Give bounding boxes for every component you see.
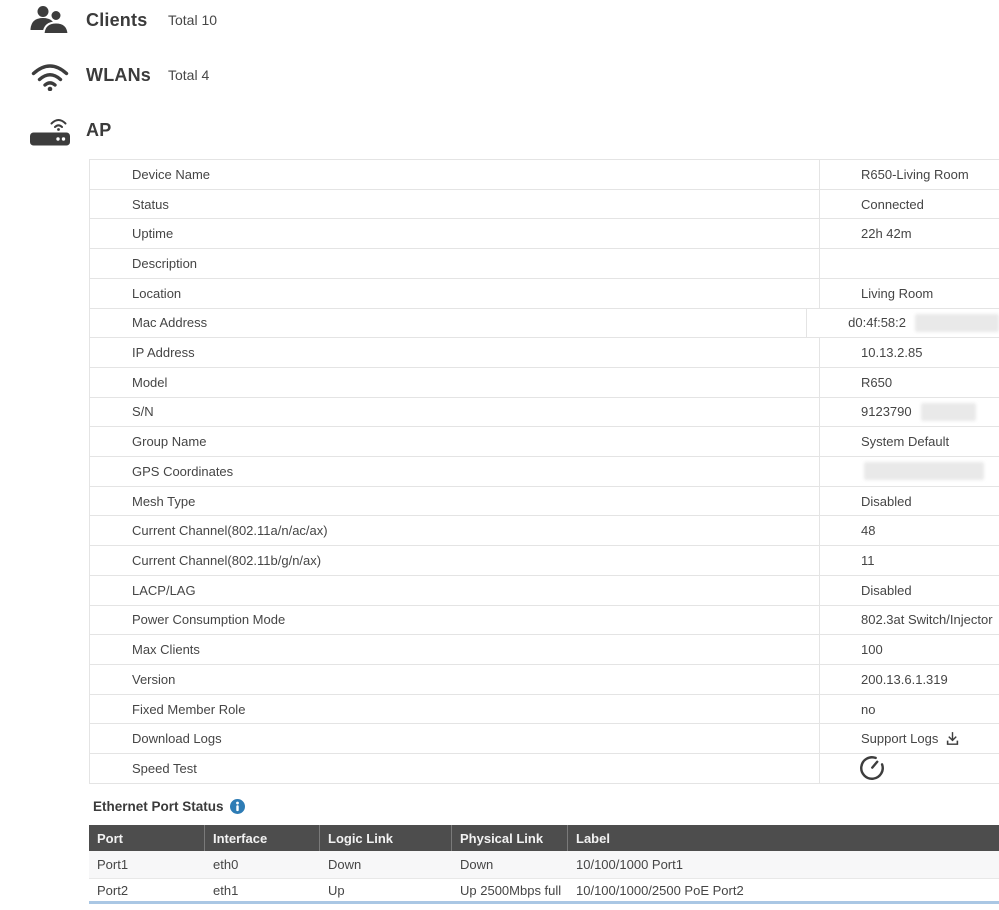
ap-detail-value: [820, 457, 999, 486]
ethernet-port-status-title: Ethernet Port Status: [93, 799, 224, 814]
ap-detail-value: [820, 190, 999, 219]
ap-detail-row: [90, 190, 999, 220]
ap-detail-row: [90, 606, 999, 636]
wlans-total: Total 4: [168, 67, 210, 83]
ap-detail-row: [90, 160, 999, 190]
ethernet-header-cell: Logic Link: [320, 825, 452, 851]
ap-detail-label: Model: [90, 368, 820, 397]
ethernet-cell-physical_link: Up 2500Mbps full: [460, 882, 562, 898]
ap-detail-value-text: 100: [861, 642, 883, 658]
ap-detail-label: GPS Coordinates: [90, 457, 820, 486]
wifi-icon: [28, 60, 72, 91]
ap-detail-row: [90, 279, 999, 309]
ap-detail-value-text: 802.3at Switch/Injector: [861, 612, 993, 628]
ap-detail-label: Mac Address: [90, 309, 807, 338]
ap-detail-value: [820, 606, 999, 635]
ap-detail-row: [90, 427, 999, 457]
ap-detail-value: [820, 546, 999, 575]
ethernet-cell-interface: eth0: [213, 857, 239, 872]
ap-detail-value-text: Disabled: [861, 493, 912, 509]
ap-detail-value: [820, 427, 999, 456]
ap-title: AP: [86, 119, 112, 140]
ap-detail-value: [820, 754, 999, 783]
ethernet-port-row: [89, 851, 999, 879]
ap-detail-row: [90, 219, 999, 249]
ethernet-header-cell: Port: [89, 825, 205, 851]
speed-test-button[interactable]: [858, 754, 886, 782]
ap-detail-label: Current Channel(802.11b/g/n/ax): [90, 546, 820, 575]
download-icon: [944, 730, 961, 747]
ethernet-cell-label: 10/100/1000/2500 PoE Port2: [576, 882, 744, 898]
ethernet-cell-logic_link: Up: [328, 882, 345, 898]
ap-detail-label: Max Clients: [90, 635, 820, 664]
ap-icon: [28, 114, 72, 147]
wlans-title: WLANs: [86, 64, 151, 85]
ap-detail-value-text: d0:4f:58:2: [848, 315, 906, 331]
ap-detail-value: [820, 249, 999, 278]
ap-detail-row: [90, 635, 999, 665]
table-bottom-accent-line: [89, 901, 999, 904]
ap-detail-value-text: no: [861, 701, 876, 717]
ethernet-cell-port: Port1: [97, 857, 129, 872]
ap-detail-value-text: System Default: [861, 434, 950, 450]
ethernet-header-cell: Interface: [205, 825, 320, 851]
summary-row-ap: [28, 110, 168, 150]
ap-detail-label: Group Name: [90, 427, 820, 456]
ap-detail-value: [820, 724, 999, 753]
redacted-value-blur: [921, 403, 976, 421]
ap-detail-label: Mesh Type: [90, 487, 820, 516]
ap-detail-value-text: 11: [861, 552, 875, 568]
ap-detail-label: Description: [90, 249, 820, 278]
ap-detail-label: Download Logs: [90, 724, 820, 753]
ap-detail-row: [90, 754, 999, 784]
ap-detail-value-text: R650: [861, 374, 893, 390]
ap-detail-label: Version: [90, 665, 820, 694]
ap-detail-value-text: 48: [861, 523, 876, 539]
ap-detail-value-text: Disabled: [861, 582, 912, 598]
ap-detail-label: S/N: [90, 398, 820, 427]
ap-detail-value: [820, 487, 999, 516]
ap-detail-row: [90, 576, 999, 606]
ethernet-table-header: [89, 825, 999, 851]
ap-detail-row: [90, 309, 999, 339]
support-logs-label: Support Logs: [861, 731, 939, 747]
ap-detail-value-text: 22h 42m: [861, 226, 912, 242]
ap-detail-value: [820, 665, 999, 694]
ap-detail-value-text: 200.13.6.1.319: [861, 671, 948, 687]
redacted-value-blur: [864, 462, 984, 480]
ap-detail-row: [90, 487, 999, 517]
ap-detail-label: Status: [90, 190, 820, 219]
summary-row-wlans: [28, 55, 209, 95]
ap-detail-label: Device Name: [90, 160, 820, 189]
ap-detail-row: [90, 338, 999, 368]
ap-detail-row: [90, 695, 999, 725]
ap-detail-value: [807, 309, 999, 338]
ethernet-port-table: [89, 825, 999, 904]
ap-detail-value: [820, 368, 999, 397]
ap-detail-label: Speed Test: [90, 754, 820, 783]
ap-detail-row: [90, 724, 999, 754]
ethernet-cell-interface: eth1: [213, 882, 239, 898]
ap-details-table: [89, 159, 999, 784]
ap-detail-label: IP Address: [90, 338, 820, 367]
ap-detail-value: [820, 695, 999, 724]
ethernet-cell-port: Port2: [97, 882, 129, 898]
ap-detail-label: Fixed Member Role: [90, 695, 820, 724]
ap-detail-row: [90, 249, 999, 279]
ap-detail-row: [90, 546, 999, 576]
ap-detail-value: [820, 160, 999, 189]
ap-detail-value: [820, 279, 999, 308]
ap-detail-value: [820, 398, 999, 427]
ap-detail-value-text: R650-Living Room: [861, 166, 969, 182]
speedtest-gauge-icon: [858, 754, 886, 782]
ap-detail-label: Power Consumption Mode: [90, 606, 820, 635]
ap-detail-value: [820, 338, 999, 367]
ap-detail-label: LACP/LAG: [90, 576, 820, 605]
ethernet-cell-logic_link: Down: [328, 857, 362, 872]
redacted-value-blur: [915, 314, 999, 332]
ethernet-header-cell: Label: [576, 830, 610, 846]
ap-detail-value-text: Connected: [861, 196, 924, 212]
clients-icon: [28, 5, 72, 35]
summary-row-clients: [28, 0, 217, 40]
support-logs-link[interactable]: [861, 730, 961, 747]
ap-detail-value: [820, 635, 999, 664]
ap-detail-label: Current Channel(802.11a/n/ac/ax): [90, 516, 820, 545]
ap-detail-value: [820, 219, 999, 248]
ap-detail-row: [90, 457, 999, 487]
ethernet-port-row: [89, 879, 999, 901]
ethernet-header-cell: Physical Link: [452, 825, 568, 851]
ap-detail-row: [90, 368, 999, 398]
clients-title: Clients: [86, 9, 148, 30]
ethernet-table-body: [89, 851, 999, 901]
ethernet-cell-physical_link: Down: [460, 857, 494, 872]
info-icon[interactable]: [230, 799, 245, 814]
ap-detail-value: [820, 576, 999, 605]
ap-detail-row: [90, 398, 999, 428]
ap-detail-row: [90, 516, 999, 546]
ethernet-cell-label: 10/100/1000 Port1: [576, 857, 683, 872]
ap-detail-label: Uptime: [90, 219, 820, 248]
ethernet-port-status-heading: [93, 799, 245, 814]
clients-total: Total 10: [168, 12, 218, 28]
ap-detail-value: [820, 516, 999, 545]
ap-detail-row: [90, 665, 999, 695]
ap-detail-value-text: 9123790: [861, 404, 912, 420]
ap-detail-value-text: Living Room: [861, 285, 934, 301]
ap-detail-value-text: 10.13.2.85: [861, 345, 923, 361]
ap-detail-label: Location: [90, 279, 820, 308]
